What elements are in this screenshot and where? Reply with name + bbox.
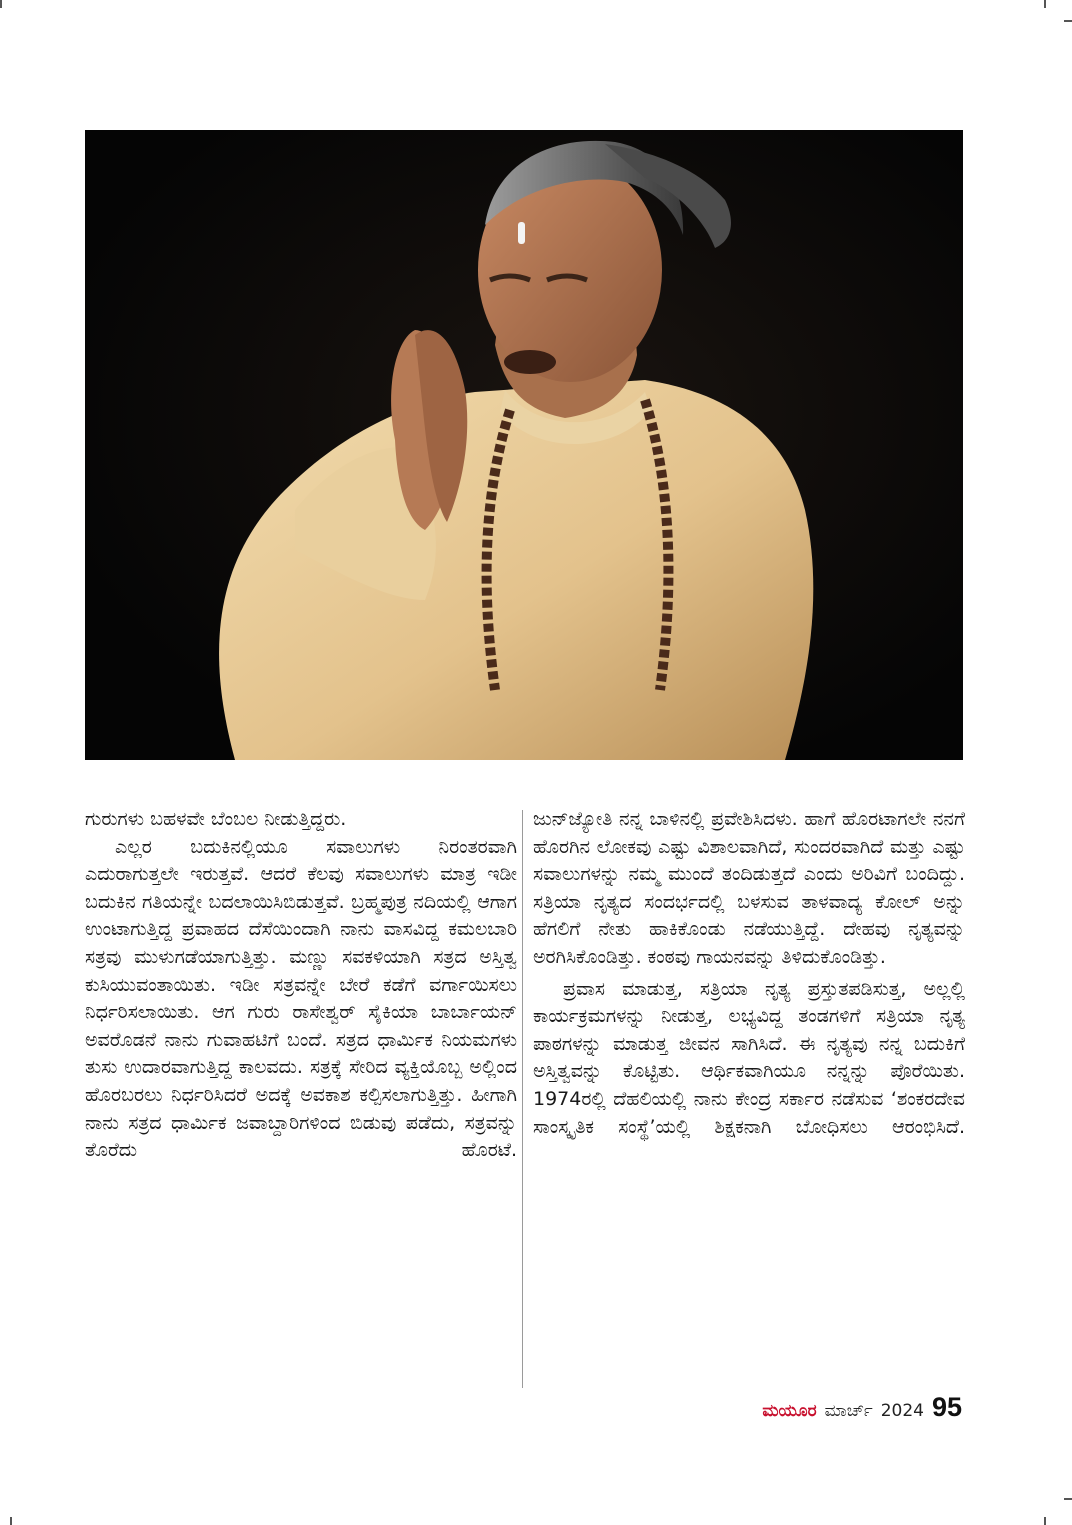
issue-month: ಮಾರ್ಚ್: [824, 1401, 873, 1421]
column-divider: [522, 810, 523, 1388]
paragraph-right-1: ಜುನ್‌ಜ್ಯೋತಿ ನನ್ನ ಬಾಳಿನಲ್ಲಿ ಪ್ರವೇಶಿಸಿದಳು. ಹಾಗೆ ಹೊರಟಾಗಲೇ ನನಗೆ ಹೊರಗಿನ ಲೋಕವು ಎಷ್ಟು ವಿಶಾಲವಾಗಿದೆ, ಸುಂದರವಾಗಿದೆ ಮತ್ತು ಎಷ್ಟು ಸವಾಲುಗಳನ್ನು ನಮ್ಮ ಮುಂದೆ ತಂದಿಡುತ್ತದೆ ಎಂದು ಅರಿವಿಗೆ ಬಂದಿದ್ದು. ಸತ್ರಿಯಾ ನೃತ್ಯದ ಸಂದರ್ಭದಲ್ಲಿ ಬಳಸುವ ತಾಳವಾದ್ಯ ಕೋಲ್ ಅನ್ನು ಹೆಗಲಿಗೆ ನೇತು ಹಾಕಿಕೊಂಡು ನಡೆಯುತ್ತಿದ್ದೆ. ದೇಹವು ನೃತ್ಯವನ್ನು ಅರಗಿಸಿಕೊಂಡಿತ್ತು. ಕಂಠವು ಗಾಯನವನ್ನು ತಿಳಿದುಕೊಂಡಿತ್ತು.: [533, 808, 965, 968]
paragraph-left-1: ಗುರುಗಳು ಬಹಳವೇ ಬೆಂಬಲ ನೀಡುತ್ತಿದ್ದರು.: [85, 808, 347, 830]
crop-mark-bottom-right: [1044, 1517, 1046, 1525]
dancer-photo: [85, 130, 963, 760]
article-column-left: [85, 806, 517, 1165]
paragraph-left-2: ಎಲ್ಲರ ಬದುಕಿನಲ್ಲಿಯೂ ಸವಾಲುಗಳು ನಿರಂತರವಾಗಿ ಎದುರಾಗುತ್ತಲೇ ಇರುತ್ತವೆ. ಆದರೆ ಕೆಲವು ಸವಾಲುಗಳು ಮಾತ್ರ ಇಡೀ ಬದುಕಿನ ಗತಿಯನ್ನೇ ಬದಲಾಯಿಸಿಬಿಡುತ್ತವೆ. ಬ್ರಹ್ಮಪುತ್ರ ನದಿಯಲ್ಲಿ ಆಗಾಗ ಉಂಟಾಗುತ್ತಿದ್ದ ಪ್ರವಾಹದ ದೆಸೆಯಿಂದಾಗಿ ನಾನು ವಾಸವಿದ್ದ ಕಮಲಬಾರಿ ಸತ್ರವು ಮುಳುಗಡೆಯಾಗುತ್ತಿತ್ತು. ಮಣ್ಣು ಸವಕಳಿಯಾಗಿ ಸತ್ರದ ಅಸ್ತಿತ್ವ ಕುಸಿಯುವಂತಾಯಿತು. ಇಡೀ ಸತ್ರವನ್ನೇ ಬೇರೆ ಕಡೆಗೆ ವರ್ಗಾಯಿಸಲು ನಿರ್ಧರಿಸಲಾಯಿತು. ಆಗ ಗುರು ರಾಸೇಶ್ವರ್ ಸೈಕಿಯಾ ಬಾರ್ಬಾಯನ್ ಅವರೊಡನೆ ನಾನು ಗುವಾಹಟಿಗೆ ಬಂದೆ. ಸತ್ರದ ಧಾರ್ಮಿಕ ನಿಯಮಗಳು ತುಸು ಉದಾರವಾಗುತ್ತಿದ್ದ ಕಾಲವದು. ಸತ್ರಕ್ಕೆ ಸೇರಿದ ವ್ಯಕ್ತಿಯೊಬ್ಬ ಅಲ್ಲಿಂದ ಹೊರಬರಲು ನಿರ್ಧರಿಸಿದರೆ ಅದಕ್ಕೆ ಅವಕಾಶ ಕಲ್ಪಿಸಲಾಗುತ್ತಿತ್ತು. ಹೀಗಾಗಿ ನಾನು ಸತ್ರದ ಧಾರ್ಮಿಕ ಜವಾಬ್ದಾರಿಗಳಿಂದ ಬಿಡುವು ಪಡೆದು, ಸತ್ರವನ್ನು ತೊರೆದು ಹೊರಟೆ.: [85, 835, 517, 1162]
dancer-illustration: [85, 130, 963, 760]
magazine-brand: ಮಯೂರ: [762, 1401, 817, 1421]
crop-mark-bottom-left: [10, 1517, 12, 1525]
crop-mark-top-left: [0, 0, 2, 8]
crop-mark-right-upper: [1064, 20, 1072, 22]
page-number: 95: [931, 1392, 962, 1422]
article-column-right: [533, 806, 965, 1141]
issue-year: 2024: [880, 1401, 924, 1421]
crop-mark-right-lower: [1064, 1498, 1072, 1500]
page-footer: [762, 1392, 962, 1423]
paragraph-right-2: ಪ್ರವಾಸ ಮಾಡುತ್ತ, ಸತ್ರಿಯಾ ನೃತ್ಯ ಪ್ರಸ್ತುತಪಡಿಸುತ್ತ, ಅಲ್ಲಲ್ಲಿ ಕಾರ್ಯಕ್ರಮಗಳನ್ನು ನೀಡುತ್ತ, ಲಭ್ಯವಿದ್ದ ತಂಡಗಳಿಗೆ ಸತ್ರಿಯಾ ನೃತ್ಯ ಪಾಠಗಳನ್ನು ಮಾಡುತ್ತ ಜೀವನ ಸಾಗಿಸಿದೆ. ಈ ನೃತ್ಯವು ನನ್ನ ಬದುಕಿಗೆ ಅಸ್ತಿತ್ವವನ್ನು ಕೊಟ್ಟಿತು. ಆರ್ಥಿಕವಾಗಿಯೂ ನನ್ನನ್ನು ಪೊರೆಯಿತು. 1974ರಲ್ಲಿ ದೆಹಲಿಯಲ್ಲಿ ನಾನು ಕೇಂದ್ರ ಸರ್ಕಾರ ನಡೆಸುವ ‘ಶಂಕರದೇವ ಸಾಂಸ್ಕೃತಿಕ ಸಂಸ್ಥೆ’ಯಲ್ಲಿ ಶಿಕ್ಷಕನಾಗಿ ಬೋಧಿಸಲು ಆರಂಭಿಸಿದೆ.: [533, 977, 965, 1138]
crop-mark-top-right: [1044, 0, 1046, 8]
